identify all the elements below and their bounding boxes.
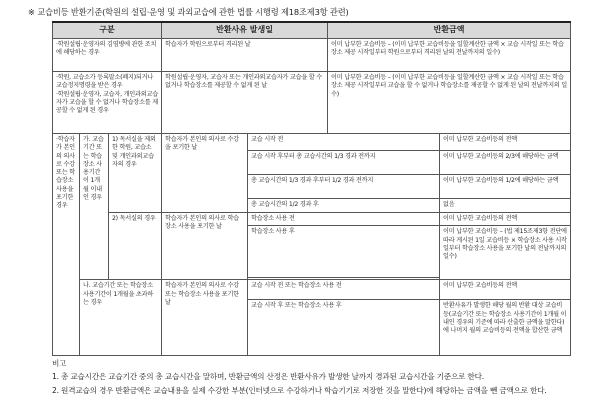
amount-cell: 이미 납부한 교습비등의 전액 [440, 280, 571, 300]
header-date: 반환사유 발생일 [162, 22, 328, 39]
table-row [53, 134, 571, 151]
cond-cell: 총 교습시간의 1/3 경과 후부터 1/2 경과 전까지 [248, 175, 440, 199]
refund-standards-table [52, 21, 571, 356]
cond-cell: 교습 시작 전 또는 학습장소 사용 전 [248, 280, 440, 300]
header-category: 구분 [53, 22, 162, 39]
row3-date-1: 학습자가 본인의 의사로 수강을 포기한 날 [162, 134, 248, 213]
row3-sub-a: 가. 교습기간 또는 학습장소 사용기간이 1개월 이내인 경우 [80, 134, 109, 280]
table-title: ※ 교습비등 반환기준(학원의 설립·운영 및 과외교습에 관한 법률 시행령 제18조제3항 관련) [28, 7, 349, 17]
row3-sub-1: 1) 독서실을 제외한 학원, 교습소 및 개인과외교습자의 경우 [109, 134, 162, 213]
row3-date-2: 학습자가 본인의 의사로 학습장소 사용을 포기한 날 [162, 213, 248, 280]
amount-cell: 이미 납부한 교습비등의 전액 [440, 134, 571, 151]
table-row [53, 72, 571, 134]
amount-cell: 이미 납부한 교습비등의 1/2에 해당하는 금액 [440, 175, 571, 199]
row3-sub-b: 나. 교습기간 또는 학습장소 사용기간이 1개월을 초과하는 경우 [80, 280, 162, 356]
row2-amount: 이미 납부한 교습비등 – (이미 납부한 교습비등을 일할계산한 금액 × 교습 시작일 또는 학습장소 제공 시작일부터 교습을 할 수 없거나 학습장소를 제공할 수 없게 된 날의 전날까지의 일수) [328, 72, 571, 134]
amount-cell: 이미 납부한 교습비등의 2/3에 해당하는 금액 [440, 151, 571, 175]
amount-cell: 이미 납부한 교습비등 – (법 제15조제3항 전단에 따라 게시된 1일 교습비등 × 학습장소 사용 시작일부터 학습장소 사용을 포기한 날의 전날까지의 일수) [440, 226, 571, 280]
row3-date-b: 학습자가 본인의 의사로 수강 또는 학습장소 사용을 포기한 날 [162, 280, 248, 356]
note-item: 2. 원격교습의 경우 반환금액은 교습내용을 실제 수강한 부분(인터넷으로 수강하거나 학습기기로 저장한 것을 말한다)에 해당하는 금액을 뺀 금액으로 한다. [52, 385, 547, 395]
cond-cell: 학습장소 사용 전 [248, 213, 440, 226]
table-row [53, 39, 571, 72]
row1-date: 학습자가 학원으로부터 격리된 날 [162, 39, 328, 72]
table-row [53, 280, 571, 300]
notes-label: 비고 [52, 359, 67, 368]
header-amount: 반환금액 [328, 22, 571, 39]
row1-amount: 이미 납부한 교습비등 – (이미 납부한 교습비등을 일할계산한 금액 × 교습 시작일 또는 학습장소 제공 시작일부터 학원으로부터 격리된 날의 전날까지의 일수) [328, 39, 571, 72]
amount-cell: 이미 납부한 교습비등의 전액 [440, 213, 571, 226]
amount-cell: 없음 [440, 199, 571, 213]
cond-cell: 총 교습시간의 1/2 경과 후 [248, 199, 440, 213]
cond-cell: 학습장소 사용 후 [248, 226, 440, 278]
cond-cell: 교습 시작 후 또는 학습장소 사용 후 [248, 300, 440, 356]
note-item: 1. 총 교습시간은 교습기간 중의 총 교습시간을 말하며, 반환금액의 산정은 반환사유가 발생한 날까지 경과된 교습시간을 기준으로 한다. [52, 372, 485, 382]
amount-cell: 반환사유가 발생한 해당 월의 반환 대상 교습비등(교습기간 또는 학습장소 사용기간이 1개월 이내인 경우의 기준에 따라 산출한 금액을 말한다)에 나머지 월의 교습비등의 전액을 합산한 금액 [440, 300, 571, 356]
cond-cell: 교습 시작 후부터 총 교습시간의 1/3 경과 전까지 [248, 151, 440, 175]
table-row [53, 213, 571, 226]
row2-date: 학원설립·운영자, 교습자 또는 개인과외교습자가 교습을 할 수 없거나 학습장소를 제공할 수 없게 된 날 [162, 72, 328, 134]
notes-section [52, 357, 572, 397]
row3-category: ·학습자가 본인의 의사로 수강 또는 학습장소 사용을 포기한 경우 [53, 134, 80, 356]
cond-cell: 교습 시작 전 [248, 134, 440, 151]
row3-sub-2: 2) 독서실의 경우 [109, 213, 162, 280]
row1-category: ·학원설립·운영자의 김염병에 관한 조치에 해당하는 경우 [53, 39, 162, 72]
header-row [53, 22, 571, 39]
row2-category: ·학원, 교습소가 등록말소(폐지)되거나 교습정지명령을 받은 경우 ·학원설립·운영자, 교습자, 개인과외교습자가 교습을 할 수 없거나 학습장소를 제공할 수 없게 된 경우 [53, 72, 162, 134]
